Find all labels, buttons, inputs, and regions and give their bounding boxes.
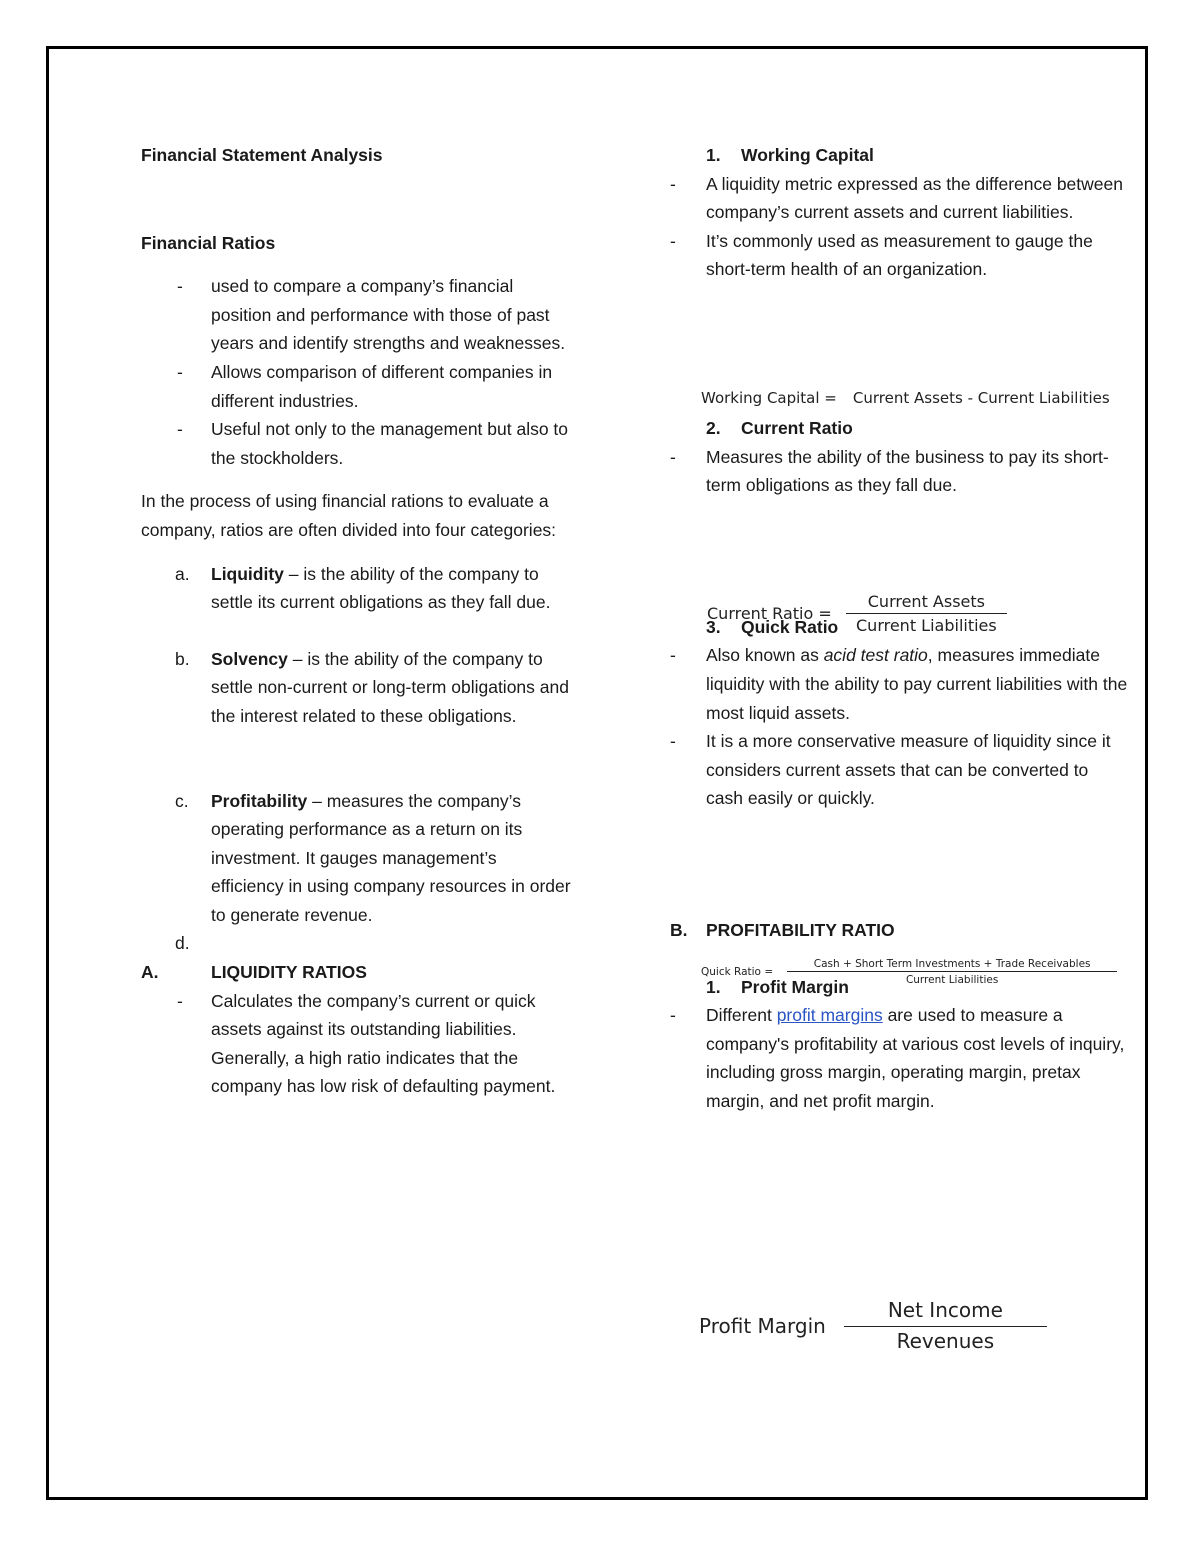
bullet-text: It’s commonly used as measurement to gauge the short-term health of an organization. xyxy=(706,230,1093,280)
bullet-item xyxy=(141,358,571,415)
section-marker: A. xyxy=(141,962,159,983)
heading-text: Quick Ratio xyxy=(741,616,839,637)
formula-numerator: Cash + Short Term Investments + Trade Receivables xyxy=(787,958,1117,972)
bullet-item xyxy=(670,443,1130,500)
quick-ratio-formula xyxy=(701,958,1117,986)
formula-label: Current Ratio = xyxy=(707,604,832,623)
formula-numerator: Net Income xyxy=(844,1298,1047,1327)
section-b-heading xyxy=(670,916,1130,945)
emphasis-term: acid test ratio xyxy=(823,645,928,666)
dash-marker: - xyxy=(670,446,676,467)
category-empty xyxy=(141,929,571,958)
dash-marker: - xyxy=(670,731,676,752)
heading-text: Working Capital xyxy=(741,145,874,165)
bullet-item xyxy=(670,170,1130,227)
category-term: Profitability xyxy=(211,790,308,811)
category-term: Liquidity xyxy=(211,563,284,584)
formula-denominator: Current Liabilities xyxy=(905,974,999,986)
list-marker: b. xyxy=(175,648,190,669)
category-list xyxy=(141,560,571,959)
current-ratio-formula xyxy=(707,592,1007,635)
working-capital-formula xyxy=(701,389,1110,407)
list-number: 2. xyxy=(706,417,721,438)
category-liquidity xyxy=(141,560,571,617)
category-term: Solvency xyxy=(211,648,288,669)
category-solvency xyxy=(141,645,571,731)
document-title: Financial Statement Analysis xyxy=(141,145,383,165)
formula-numerator: Current Assets xyxy=(846,592,1007,614)
heading-text: Profit Margin xyxy=(741,976,849,997)
formula-fraction xyxy=(787,958,1117,986)
dash-marker: - xyxy=(177,419,183,440)
formula-denominator: Current Liabilities xyxy=(856,616,997,635)
section-heading-financial-ratios: Financial Ratios xyxy=(141,232,276,253)
profit-margins-link[interactable]: profit margins xyxy=(776,1005,883,1026)
bullet-text: Also known as xyxy=(706,645,824,666)
formula-fraction xyxy=(844,1298,1047,1353)
bullet-item xyxy=(670,641,1130,727)
dash-marker: - xyxy=(670,1005,676,1026)
section-title: LIQUIDITY RATIOS xyxy=(211,962,367,983)
heading-current-ratio xyxy=(670,414,1130,443)
list-number: 1. xyxy=(706,976,721,997)
bullet-text: Useful not only to the management but also to the stockholders. xyxy=(211,419,569,468)
bullet-item xyxy=(141,272,571,358)
formula-label: Quick Ratio = xyxy=(701,966,774,978)
formula-denominator: Revenues xyxy=(896,1329,995,1353)
dash-marker: - xyxy=(177,990,183,1011)
left-column xyxy=(141,141,571,1101)
category-description: – measures the company’s operating performance as a return on its investment. It gauges management’s efficiency in using company resources in order to generate revenue. xyxy=(211,790,571,925)
category-description: – is the ability of the company to settle non-current or long-term obligations and the interest related to these obligations. xyxy=(211,648,569,726)
section-a-heading xyxy=(141,958,571,987)
bullet-text: Calculates the company’s current or quick assets against its outstanding liabilities. Generally, a high ratio indicates that the company has low risk of defaulting payment. xyxy=(211,990,556,1097)
formula-label: Working Capital = xyxy=(701,389,837,407)
profit-margin-formula xyxy=(699,1298,1047,1353)
bullet-text: Different xyxy=(706,1005,777,1026)
category-profitability xyxy=(141,787,571,930)
section-title: PROFITABILITY RATIO xyxy=(706,919,895,940)
list-marker: a. xyxy=(175,563,190,584)
list-number: 1. xyxy=(706,145,721,165)
bullet-item xyxy=(670,227,1130,284)
intro-paragraph: In the process of using financial rations to evaluate a company, ratios are often divided into four categories: xyxy=(141,491,557,540)
formula-fraction xyxy=(846,592,1007,635)
dash-marker: - xyxy=(177,361,183,382)
bullet-text: used to compare a company’s financial position and performance with those of past years and identify strengths and weaknesses. xyxy=(211,276,566,354)
bullet-text: It is a more conservative measure of liquidity since it considers current assets that can be converted to cash easily or quickly. xyxy=(706,731,1111,809)
bullet-item xyxy=(670,727,1130,813)
bullet-text: A liquidity metric expressed as the difference between company’s current assets and current liabilities. xyxy=(706,173,1123,223)
category-description xyxy=(211,929,571,958)
dash-marker: - xyxy=(670,645,676,666)
heading-text: Current Ratio xyxy=(741,417,853,438)
bullet-text: are used to measure a company's profitability at various cost levels of inquiry, including gross margin, operating margin, pretax margin, and net profit margin. xyxy=(706,1005,1125,1111)
bullet-text: , measures immediate liquidity with the ability to pay current liabilities with the most liquid assets. xyxy=(706,645,1128,723)
heading-working-capital xyxy=(670,141,1130,170)
dash-marker: - xyxy=(670,173,676,194)
bullet-item xyxy=(670,1001,1130,1115)
formula-label: Profit Margin xyxy=(699,1313,826,1338)
list-number: 3. xyxy=(706,616,721,637)
bullet-item xyxy=(141,415,571,472)
bullet-text: Measures the ability of the business to pay its short-term obligations as they fall due. xyxy=(706,446,1109,496)
formula-expression: Current Assets - Current Liabilities xyxy=(852,389,1110,407)
list-marker: d. xyxy=(175,933,190,954)
bullet-text: Allows comparison of different companies in different industries. xyxy=(211,361,553,411)
financial-ratios-bullets xyxy=(141,272,571,472)
list-marker: c. xyxy=(175,790,189,811)
bullet-item xyxy=(141,987,571,1101)
category-description: – is the ability of the company to settle its current obligations as they fall due. xyxy=(211,563,551,613)
dash-marker: - xyxy=(177,276,183,297)
dash-marker: - xyxy=(670,230,676,251)
section-marker: B. xyxy=(670,919,688,940)
